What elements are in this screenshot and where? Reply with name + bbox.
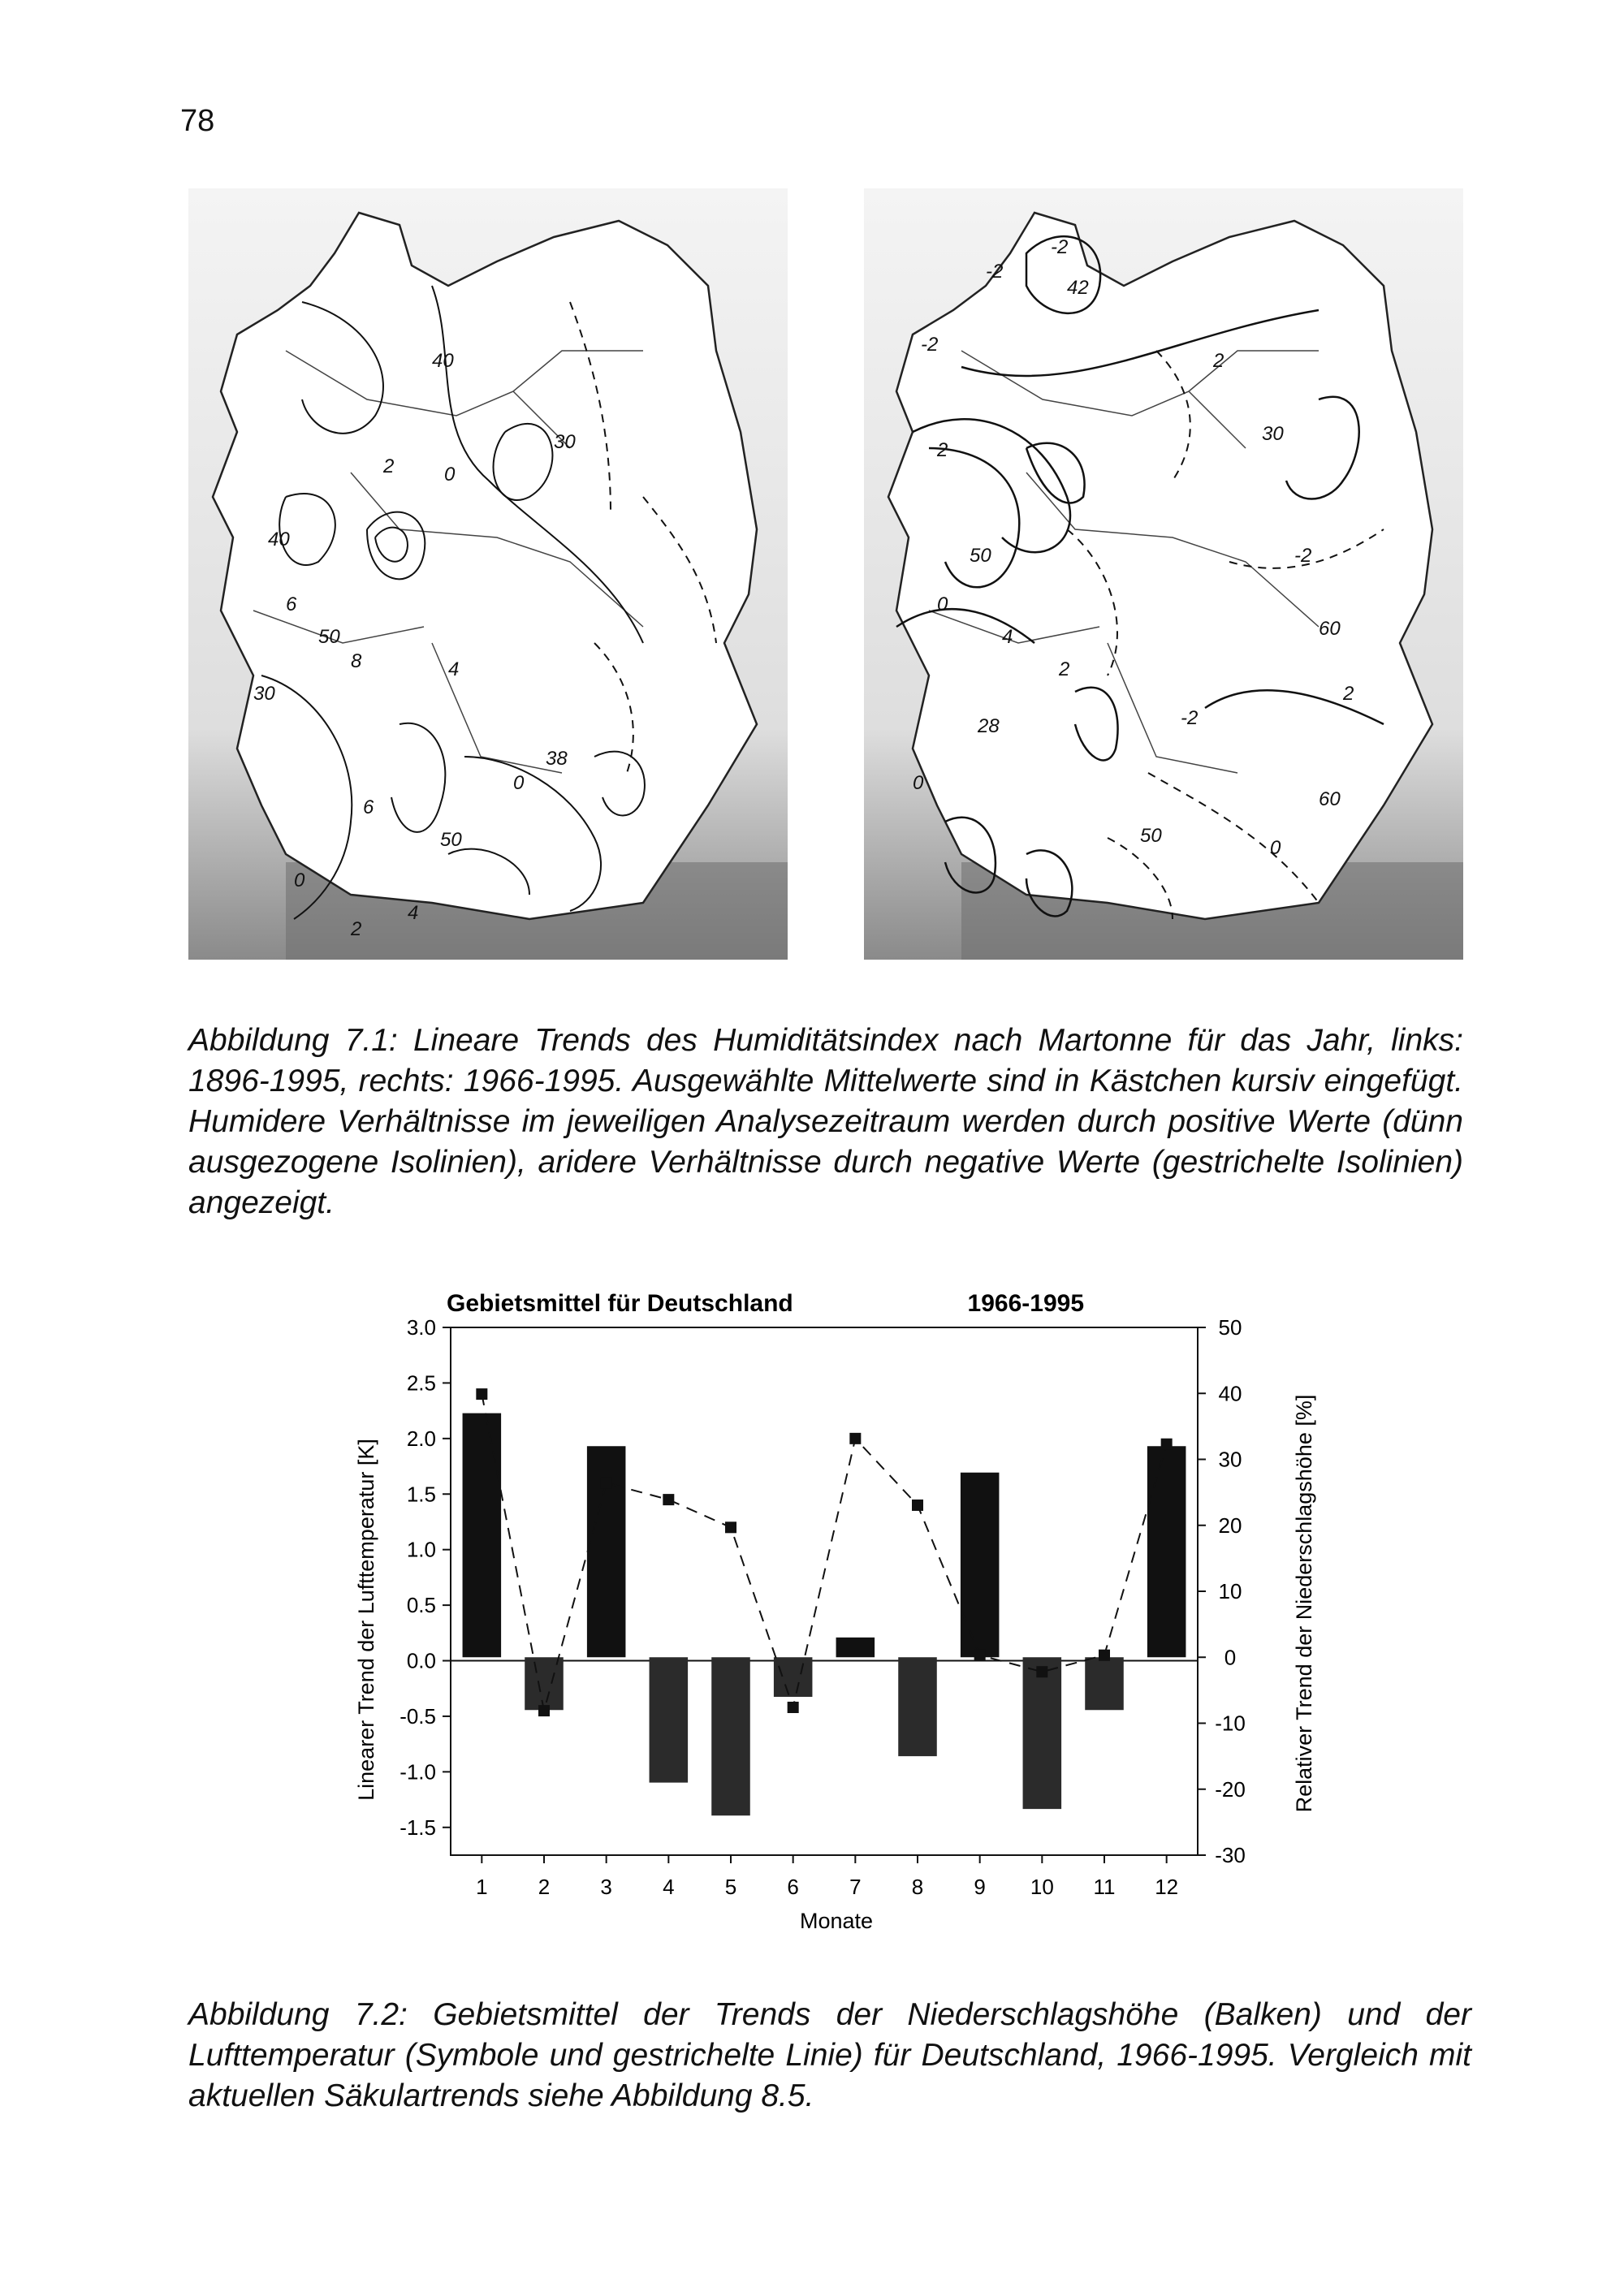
isoline-label: 40 [432, 350, 454, 372]
precipitation-bar [836, 1638, 875, 1657]
temperature-marker [538, 1705, 550, 1716]
isoline-label: 2 [383, 455, 395, 477]
temperature-marker [601, 1478, 612, 1489]
isoline-label: 28 [978, 715, 1000, 737]
x-tick-label: 5 [724, 1875, 737, 1899]
y-right-tick-label: 40 [1218, 1381, 1242, 1406]
isoline-label: 4 [448, 658, 460, 680]
isoline-label: 42 [1067, 277, 1089, 299]
x-tick-label: 3 [600, 1875, 612, 1899]
y-right-tick-label: 0 [1224, 1645, 1237, 1670]
precipitation-bar [961, 1473, 1000, 1658]
y-left-tick-label: 3.0 [406, 1315, 436, 1340]
chart-period: 1966-1995 [967, 1290, 1084, 1317]
isoline-label: 30 [253, 683, 275, 705]
isoline-label: -2 [1181, 707, 1199, 729]
map-left-trend-1896-1995 [188, 188, 788, 960]
isoline-label: 50 [1140, 825, 1162, 847]
precipitation-bar [1023, 1657, 1062, 1809]
temperature-marker [788, 1702, 799, 1713]
x-tick-label: 4 [663, 1875, 675, 1899]
isoline-label: 2 [1213, 350, 1224, 372]
precipitation-bar [898, 1657, 937, 1756]
y-left-tick-label: 1.5 [406, 1482, 436, 1507]
y-left-tick-label: 1.0 [406, 1537, 436, 1562]
temperature-marker [849, 1433, 861, 1444]
precipitation-bar [1147, 1446, 1186, 1657]
y-left-tick-label: 2.5 [406, 1370, 436, 1396]
x-tick-label: 11 [1093, 1875, 1116, 1899]
page-number: 78 [180, 104, 215, 138]
x-tick-label: 7 [849, 1875, 862, 1899]
temperature-marker [725, 1521, 736, 1533]
isoline-label: 6 [286, 593, 297, 615]
precipitation-bar [774, 1657, 813, 1697]
isoline-label: 60 [1319, 618, 1341, 640]
x-tick-label: 2 [538, 1875, 551, 1899]
y-right-tick-label: 30 [1218, 1447, 1242, 1472]
chart-figure-7-2 [349, 1279, 1332, 1944]
y-left-tick-label: 0.0 [406, 1648, 436, 1673]
isoline-label: 4 [408, 902, 419, 924]
y-left-tick-label: -1.5 [400, 1815, 436, 1840]
y-right-tick-label: -30 [1215, 1843, 1246, 1867]
map-right-trend-1966-1995 [864, 188, 1463, 960]
x-tick-label: 10 [1030, 1875, 1054, 1899]
isoline-label: 50 [970, 545, 991, 567]
x-tick-label: 1 [476, 1875, 488, 1899]
precipitation-bar [650, 1657, 689, 1782]
y-axis-right-label: Relativer Trend der Niederschlagshöhe [%] [1292, 1394, 1316, 1813]
temperature-marker [912, 1500, 923, 1511]
isoline-label: 4 [1002, 626, 1013, 648]
x-tick-label: 9 [974, 1875, 986, 1899]
y-right-tick-label: 50 [1218, 1315, 1242, 1340]
isoline-label: 6 [363, 796, 374, 818]
temperature-marker [476, 1388, 487, 1400]
isoline-label: 0 [294, 870, 305, 891]
isoline-label: 50 [440, 829, 462, 851]
x-tick-label: 6 [787, 1875, 799, 1899]
isoline-label: 40 [268, 529, 290, 550]
chart-plot-layer [400, 1315, 1246, 1899]
y-axis-left-label: Linearer Trend der Lufttemperatur [K] [354, 1439, 378, 1801]
isoline-label: -2 [1294, 545, 1312, 567]
isoline-label: 8 [351, 650, 362, 672]
isoline-label: 2 [1059, 658, 1070, 680]
temperature-marker [1036, 1666, 1047, 1677]
isoline-label: 2 [937, 439, 948, 461]
x-tick-label: 12 [1155, 1875, 1179, 1899]
isoline-label: 60 [1319, 788, 1341, 810]
x-axis-label: Monate [799, 1909, 874, 1933]
y-right-tick-label: -20 [1215, 1776, 1246, 1802]
map-figure [188, 188, 1463, 960]
isoline-label: 0 [1270, 837, 1281, 859]
isoline-label: 50 [318, 626, 340, 648]
isoline-label: -2 [1051, 236, 1069, 258]
isoline-label: 0 [913, 772, 924, 794]
temperature-marker [1161, 1439, 1173, 1450]
isoline-label: 0 [937, 593, 948, 615]
precipitation-bar [463, 1413, 502, 1658]
temperature-marker [1099, 1650, 1110, 1661]
isoline-label: 2 [351, 918, 362, 940]
isoline-label: 30 [1262, 423, 1284, 445]
precipitation-bar [525, 1657, 564, 1710]
figure-caption-7-2: Abbildung 7.2: Gebietsmittel der Trends der Niederschlagshöhe (Balken) und der Lufttemperatur (Symbole und gestrichelte Linie) für Deutschland, 1966-1995. Vergleich mit aktuellen Säkulartrends siehe Abbildung 8.5. [188, 1997, 1471, 2113]
isoline-label: 0 [513, 772, 525, 794]
figure-caption-7-1: Abbildung 7.1: Lineare Trends des Humiditätsindex nach Martonne für das Jahr, links: 1896-1995, rechts: 1966-1995. Ausgewählte Mittelwerte sind in Kästchen kursiv eingefügt. Humidere Verhältnisse im jeweiligen Analysezeitraum werden durch positive Werte (dünn ausgezogene Isolinien), aridere Verhältnisse durch negative Werte (gestrichelte Isolinien) angezeigt. [188, 1023, 1463, 1220]
y-right-tick-label: 10 [1218, 1579, 1242, 1603]
x-tick-label: 8 [911, 1875, 924, 1899]
y-left-tick-label: 2.0 [406, 1426, 436, 1451]
y-right-tick-label: -10 [1215, 1711, 1246, 1736]
precipitation-bar [711, 1657, 750, 1815]
isoline-label: 38 [546, 748, 568, 770]
y-left-tick-label: 0.5 [406, 1593, 436, 1618]
precipitation-bar [1085, 1657, 1124, 1710]
chart-title: Gebietsmittel für Deutschland [447, 1290, 793, 1317]
isoline-label: 0 [444, 464, 456, 486]
temperature-marker [663, 1494, 674, 1505]
isoline-label: 2 [1343, 683, 1354, 705]
plot-frame [451, 1327, 1198, 1855]
isoline-label: -2 [986, 261, 1004, 283]
germany-outline [213, 213, 757, 919]
isoline-label: -2 [921, 334, 939, 356]
y-right-tick-label: 20 [1218, 1513, 1242, 1538]
temperature-marker [974, 1650, 986, 1661]
bar-line-chart [349, 1279, 1332, 1944]
isoline-label: 30 [554, 431, 576, 453]
y-left-tick-label: -0.5 [400, 1703, 436, 1728]
y-left-tick-label: -1.0 [400, 1759, 436, 1785]
temperature-trend-line [482, 1394, 1166, 1711]
